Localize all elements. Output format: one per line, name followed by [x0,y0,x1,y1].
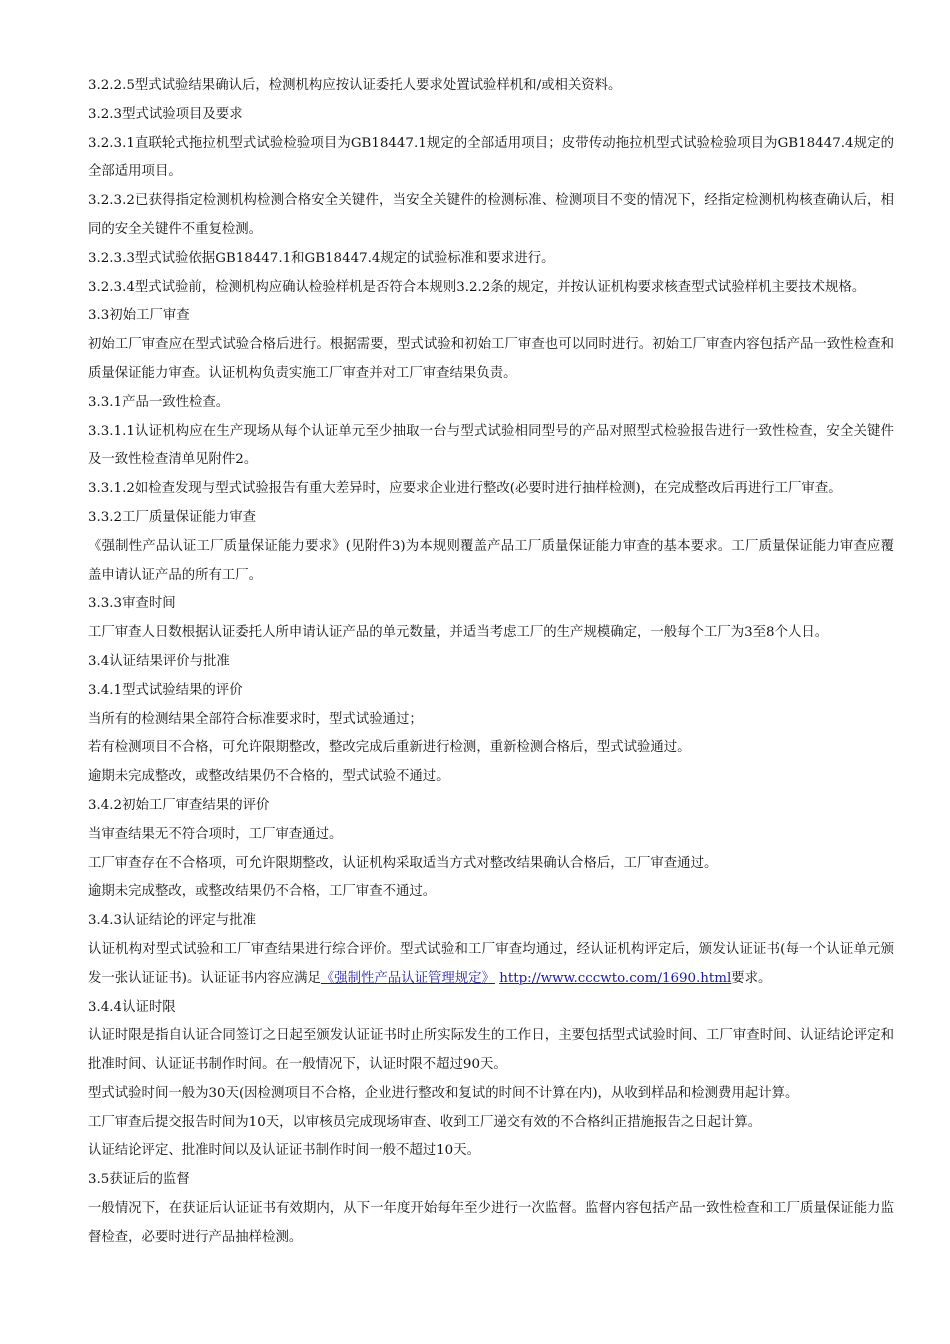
heading-3-3-2: 3.3.2工厂质量保证能力审查 [88,509,256,525]
para-3-4-2-a: 当审查结果无不符合项时，工厂审查通过。 [88,826,343,842]
para-3-4-4-a: 认证时限是指自认证合同签订之日起至颁发认证证书时止所实际发生的工作日，主要包括型式试验时间、工厂审查时间、认证结论评定和批准时间、认证证书制作时间。在一般情况下，认证时限不超过90天。 [88,1028,894,1073]
para-3-3-1-1: 3.3.1.1认证机构应在生产现场从每个认证单元至少抽取一台与型式试验相同型号的产品对照型式检验报告进行一致性检查，安全关键件及一致性检查清单见附件2。 [88,423,894,468]
para-3-2-3-3: 3.2.3.3型式试验依据GB18447.1和GB18447.4规定的试验标准和要求进行。 [88,250,555,266]
heading-3-3: 3.3初始工厂审查 [88,308,190,324]
para-3-2-3-1: 3.2.3.1直联轮式拖拉机型式试验检验项目为GB18447.1规定的全部适用项目；皮带传动拖拉机型式试验检验项目为GB18447.4规定的全部适用项目。 [88,135,894,180]
heading-3-4: 3.4认证结果评价与批准 [88,653,230,669]
heading-3-4-4: 3.4.4认证时限 [88,999,176,1015]
para-3-3-intro: 初始工厂审查应在型式试验合格后进行。根据需要，型式试验和初始工厂审查也可以同时进行。初始工厂审查内容包括产品一致性检查和质量保证能力审查。认证机构负责实施工厂审查并对工厂审查结果负责。 [88,337,894,381]
para-3-2-3-2: 3.2.3.2已获得指定检测机构检测合格安全关键件，当安全关键件的检测标准、检测项目不变的情况下，经指定检测机构核查确认后，相同的安全关键件不重复检测。 [88,193,894,237]
para-3-3-2: 《强制性产品认证工厂质量保证能力要求》(见附件3)为本规则覆盖产品工厂质量保证能力审查的基本要求。工厂质量保证能力审查应覆盖申请认证产品的所有工厂。 [88,538,894,583]
para-3-4-3-end: 要求。 [731,970,772,986]
para-3-4-3-text: 认证机构对型式试验和工厂审查结果进行综合评价。型式试验和工厂审查均通过，经认证机构评定后，颁发认证证书(每一个认证单元颁发一张认证证书)。认证证书内容应满足 [88,941,894,986]
para-3-2-3-4: 3.2.3.4型式试验前，检测机构应确认检验样机是否符合本规则3.2.2条的规定，并按认证机构要求核查型式试验样机主要技术规格。 [88,279,866,295]
para-3-4-4-b: 型式试验时间一般为30天(因检测项目不合格，企业进行整改和复试的时间不计算在内)，从收到样品和检测费用起计算。 [88,1085,799,1101]
para-3-4-1-b: 若有检测项目不合格，可允许限期整改，整改完成后重新进行检测，重新检测合格后，型式试验通过。 [88,740,691,756]
para-3-4-4-d: 认证结论评定、批准时间以及认证证书制作时间一般不超过10天。 [88,1143,480,1159]
para-3-4-1-c: 逾期未完成整改，或整改结果仍不合格的，型式试验不通过。 [88,769,450,785]
heading-3-3-3: 3.3.3审查时间 [88,596,176,612]
para-3-3-3: 工厂审查人日数根据认证委托人所申请认证产品的单元数量，并适当考虑工厂的生产规模确定，一般每个工厂为3至8个人日。 [88,625,829,641]
heading-3-2-3: 3.2.3型式试验项目及要求 [88,106,243,122]
regulation-title-link[interactable]: 《强制性产品认证管理规定》 [320,970,495,986]
heading-3-4-2: 3.4.2初始工厂审查结果的评价 [88,797,270,813]
regulation-url-link[interactable]: http://www.cccwto.com/1690.html [499,970,732,986]
para-3-5: 一般情况下，在获证后认证证书有效期内，从下一年度开始每年至少进行一次监督。监督内容包括产品一致性检查和工厂质量保证能力监督检查，必要时进行产品抽样检测。 [88,1201,894,1245]
para-3-4-3 [88,936,894,994]
para-3-4-2-b: 工厂审查存在不合格项，可允许限期整改，认证机构采取适当方式对整改结果确认合格后，工厂审查通过。 [88,855,718,871]
heading-3-5: 3.5获证后的监督 [88,1172,190,1188]
para-3-4-2-c: 逾期未完成整改，或整改结果仍不合格，工厂审查不通过。 [88,884,437,900]
para-3-4-1-a: 当所有的检测结果全部符合标准要求时，型式试验通过； [88,711,423,727]
heading-3-4-3: 3.4.3认证结论的评定与批准 [88,913,256,929]
document-body [88,72,894,1253]
para-3-3-1-2: 3.3.1.2如检查发现与型式试验报告有重大差异时，应要求企业进行整改(必要时进行抽样检测)，在完成整改后再进行工厂审查。 [88,481,842,497]
heading-3-3-1: 3.3.1产品一致性检查。 [88,394,230,410]
para-3-2-2-5: 3.2.2.5型式试验结果确认后，检测机构应按认证委托人要求处置试验样机和/或相关资料。 [88,78,622,93]
para-3-4-4-c: 工厂审查后提交报告时间为10天，以审核员完成现场审查、收到工厂递交有效的不合格纠正措施报告之日起计算。 [88,1114,762,1130]
heading-3-4-1: 3.4.1型式试验结果的评价 [88,682,243,698]
